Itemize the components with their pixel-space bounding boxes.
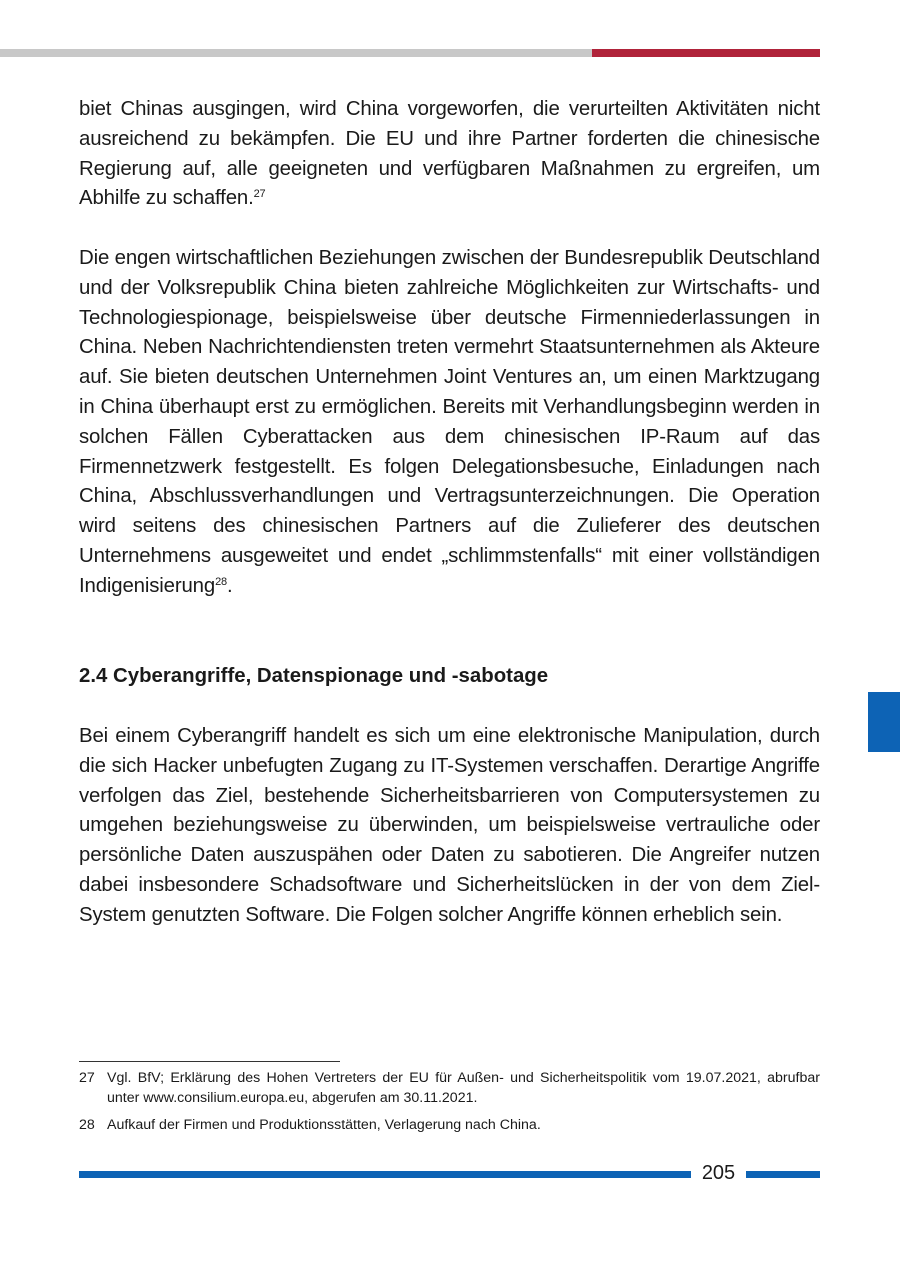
footnote-ref-28[interactable]: 28 — [215, 575, 227, 588]
footnote-separator — [79, 1061, 340, 1062]
footnote-text: Aufkauf der Firmen und Produktionsstätten, Verlagerung nach China. — [107, 1117, 541, 1133]
footnote-ref-27[interactable]: 27 — [253, 188, 266, 201]
footer-rule-right — [746, 1171, 820, 1178]
chapter-tab-marker — [868, 692, 900, 752]
header-rule-gray — [0, 49, 592, 57]
footer-rule-left — [79, 1171, 691, 1178]
paragraph-3: Bei einem Cyberangriff handelt es sich um eine elektronische Manipulation, durch die sich Hacker unbefugten Zugang zu IT-Systemen verschaffen. Derartige Angriffe verfolgen das Ziel, bestehende Sicherheitsbarrieren von Computersystemen zu umgehen beziehungsweise zu überwinden, um beispielsweise vertrauliche oder persönliche Daten auszuspähen oder Daten zu sabotieren. Die Angreifer nutzen dabei insbesondere Schadsoftware und Sicherheitslücken in der von dem Ziel-System genutzten Software. Die Folgen solcher Angriffe können erheblich sein. — [79, 725, 820, 926]
paragraph-2-text: Die engen wirtschaftlichen Beziehungen zwischen der Bundesrepublik Deutschland und der Volksrepublik China bieten zahlreiche Möglichkeiten zur Wirtschafts- und Technologiespionage, beispielsweise über deutsche Firmenniederlassungen in China. Neben Nachrichtendiensten treten vermehrt Staatsunternehmen als Akteure auf. Sie bieten deutschen Unternehmen Joint Ventures an, um einen Marktzugang in China überhaupt erst zu ermöglichen. Bereits mit Verhandlungsbeginn werden in solchen Fällen Cyberattacken aus dem chinesischen IP-Raum auf das Firmennetzwerk festgestellt. Es folgen Delegationsbesuche, Einladungen nach China, Abschlussverhandlungen und Vertragsunterzeichnungen. Die Operation wird seitens des chinesischen Partners auf die Zulieferer des deutschen Unternehmens ausgeweitet und endet „schlimmstenfalls“ mit einer vollständigen Indigenisierung — [79, 247, 820, 597]
footnote-number: 27 — [79, 1070, 95, 1086]
paragraph-2-end: . — [227, 574, 233, 597]
footnote-number: 28 — [79, 1117, 95, 1133]
footnote-27 — [79, 1068, 820, 1108]
paragraph-2 — [79, 244, 820, 602]
paragraph-1 — [79, 95, 820, 214]
header-rule-red — [592, 49, 820, 57]
footnote-text: Vgl. BfV; Erklärung des Hohen Vertreters der EU für Außen- und Sicherheitspolitik vom 19.07.2021, abrufbar unter www.consilium.europa.eu, abgerufen am 30.11.2021. — [107, 1070, 820, 1106]
footnote-28 — [79, 1115, 820, 1135]
paragraph-1-text: biet Chinas ausgingen, wird China vorgeworfen, die verurteilten Aktivitäten nicht ausreichend zu bekämpfen. Die EU und ihre Partner forderten die chinesische Regierung auf, alle geeigneten und verfügbaren Maßnahmen zu ergreifen, um Abhilfe zu schaffen. — [79, 98, 820, 210]
page-number: 205 — [701, 1162, 736, 1184]
section-heading: 2.4 Cyberangriffe, Datenspionage und -sabotage — [79, 665, 549, 687]
